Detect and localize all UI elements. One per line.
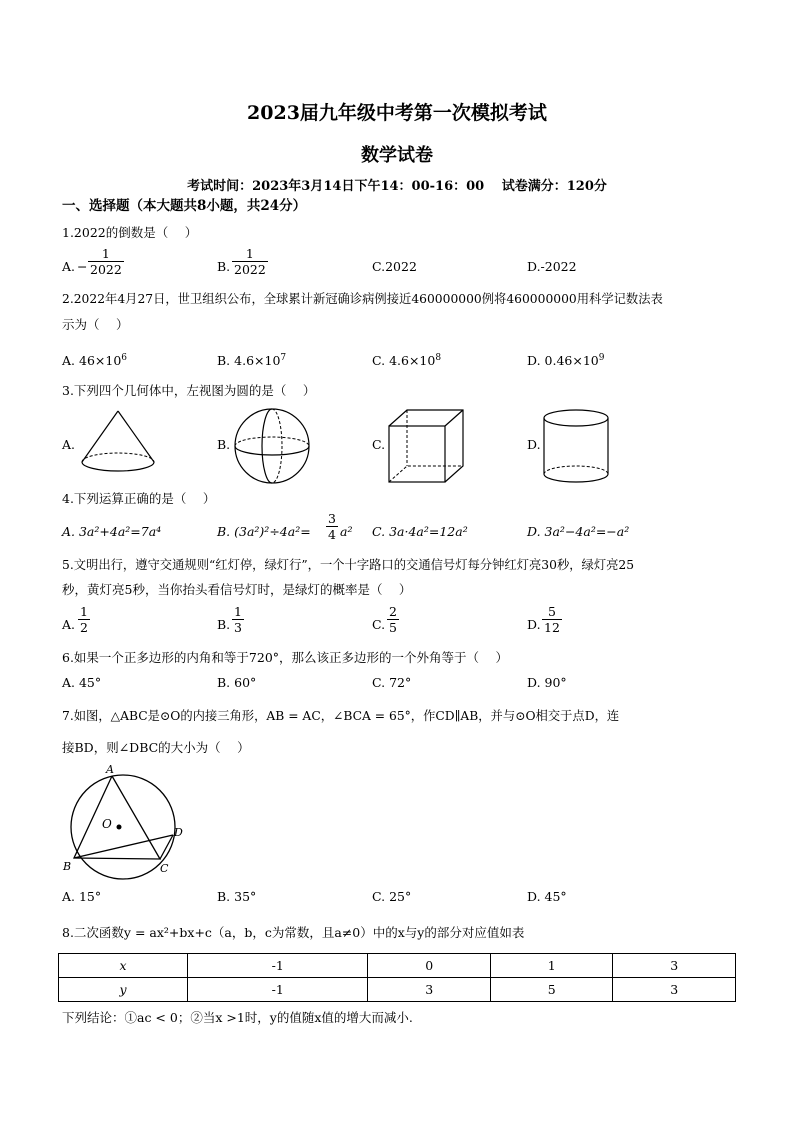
q1-option-d: D.-2022 — [527, 259, 577, 274]
q2-a-value: 46×10 — [79, 353, 122, 369]
q5-option-b-label: B. — [217, 617, 231, 632]
table-row — [59, 978, 736, 1002]
q2-option-a — [62, 350, 127, 369]
q4-b-numerator: 3 — [328, 511, 336, 526]
q5-option-d-label: D. — [527, 617, 541, 632]
page-subtitle: 数学试卷 — [361, 145, 433, 166]
table-cell: y — [59, 978, 188, 1002]
q2-stem-line2: 示为（ ） — [62, 317, 129, 332]
q6-option-b: B. 60° — [217, 675, 257, 690]
q8-stem: 8.二次函数y = ax²+bx+c（a，b，c为常数，且a≠0）中的x与y的部分对应值如表 — [62, 925, 525, 940]
q2-b-exponent: 7 — [280, 353, 287, 363]
q1-option-a-fraction — [88, 246, 124, 277]
q1-b-denominator: 2022 — [234, 262, 266, 277]
q2-option-b — [217, 350, 286, 369]
q2-c-value: 4.6×10 — [389, 353, 436, 369]
page-title: 2023届九年级中考第一次模拟考试 — [247, 102, 547, 124]
q5-option-a-fraction — [78, 604, 90, 635]
q2-b-label: B. — [217, 353, 231, 369]
q5-c-numerator: 2 — [389, 604, 397, 619]
q1-option-c: C.2022 — [372, 259, 417, 274]
q5-a-numerator: 1 — [80, 604, 88, 619]
table-cell: 1 — [490, 954, 613, 978]
q2-option-d — [527, 350, 605, 369]
cube-figure — [386, 408, 466, 484]
table-cell: 3 — [368, 978, 491, 1002]
q1-option-a-label: A. — [62, 259, 76, 274]
q1-option-a-sign: − — [77, 259, 88, 274]
q4-option-c: C. 3a·4a²=12a² — [372, 524, 468, 539]
q8-conclusion: 下列结论：①ac < 0；②当x >1时，y的值随x值的增大而减小. — [62, 1010, 413, 1025]
table-cell: 5 — [490, 978, 613, 1002]
q2-d-exponent: 9 — [598, 353, 605, 363]
table-cell: -1 — [188, 954, 368, 978]
table-cell: -1 — [188, 978, 368, 1002]
q6-option-a: A. 45° — [62, 675, 102, 690]
section-heading: 一、选择题（本大题共8小题，共24分） — [62, 198, 307, 214]
q3-option-c: C. — [372, 437, 386, 452]
q2-c-label: C. — [372, 353, 386, 369]
q5-c-denominator: 5 — [389, 620, 397, 635]
q5-stem-line1: 5.文明出行，遵守交通规则“红灯停，绿灯行”，一个十字路口的交通信号灯每分钟红灯亮30秒，绿灯亮25 — [62, 558, 635, 572]
circle-triangle-figure — [60, 762, 190, 882]
q5-stem-line2: 秒，黄灯亮5秒，当你抬头看信号灯时，是绿灯的概率是（ ） — [62, 582, 412, 597]
q4-option-b-suffix: a² — [340, 524, 353, 539]
q2-stem-line1: 2.2022年4月27日，世卫组织公布，全球累计新冠确诊病例接近460000000例将460000000用科学记数法表 — [62, 292, 663, 306]
q4-option-a: A. 3a²+4a²=7a⁴ — [62, 524, 162, 539]
q3-option-b: B. — [217, 437, 231, 452]
table-cell: 0 — [368, 954, 491, 978]
table-row — [59, 954, 736, 978]
q8-value-table — [58, 953, 736, 1002]
q5-a-denominator: 2 — [80, 620, 88, 635]
q5-b-numerator: 1 — [234, 604, 242, 619]
q3-option-d: D. — [527, 437, 541, 452]
q5-option-d-fraction — [542, 604, 562, 635]
q5-option-b-fraction — [232, 604, 244, 635]
q2-b-value: 4.6×10 — [234, 353, 281, 369]
q2-a-exponent: 6 — [121, 353, 128, 363]
q7-option-d: D. 45° — [527, 889, 567, 904]
q1-option-b-fraction — [232, 246, 268, 277]
q7-stem-line1: 7.如图，△ABC是⊙O的内接三角形，AB = AC，∠BCA = 65°，作CD∥AB，并与⊙O相交于点D，连 — [62, 709, 620, 723]
q2-d-label: D. — [527, 353, 541, 369]
q6-option-d: D. 90° — [527, 675, 567, 690]
q3-option-a: A. — [62, 437, 76, 452]
label-D: D — [174, 826, 183, 839]
q1-stem: 1.2022的倒数是（ ） — [62, 225, 198, 240]
sphere-figure — [232, 408, 312, 484]
q6-option-c: C. 72° — [372, 675, 412, 690]
q5-d-denominator: 12 — [544, 620, 560, 635]
q6-stem: 6.如果一个正多边形的内角和等于720°，那么该正多边形的一个外角等于（ ） — [62, 650, 509, 665]
q2-d-value: 0.46×10 — [544, 353, 599, 369]
cylinder-figure — [542, 408, 612, 486]
table-cell: 3 — [613, 954, 736, 978]
q5-d-numerator: 5 — [547, 604, 556, 619]
q7-stem-line2: 接BD，则∠DBC的大小为（ ） — [62, 740, 250, 755]
q5-b-denominator: 3 — [234, 620, 242, 635]
q1-option-b-label: B. — [217, 259, 231, 274]
label-B: B — [63, 860, 72, 873]
q2-option-c — [372, 350, 441, 369]
q4-b-denominator: 4 — [328, 527, 336, 542]
q7-option-a: A. 15° — [62, 889, 102, 904]
exam-info: 考试时间：2023年3月14日下午14：00-16：00 试卷满分：120分 — [187, 179, 607, 194]
q1-b-numerator: 1 — [245, 246, 254, 261]
q4-option-b-prefix: B. (3a²)²÷4a²= — [217, 524, 311, 539]
q3-stem: 3.下列四个几何体中，左视图为圆的是（ ） — [62, 383, 316, 398]
q7-option-c: C. 25° — [372, 889, 412, 904]
table-cell: 3 — [613, 978, 736, 1002]
label-A: A — [106, 763, 114, 776]
q1-a-numerator: 1 — [101, 246, 110, 261]
table-cell: x — [59, 954, 188, 978]
label-O: O — [102, 817, 112, 831]
q5-option-c-fraction — [387, 604, 399, 635]
cone-figure — [78, 408, 158, 474]
q5-option-c-label: C. — [372, 617, 386, 632]
q4-option-b-fraction — [326, 511, 338, 542]
q4-stem: 4.下列运算正确的是（ ） — [62, 491, 216, 506]
q7-option-b: B. 35° — [217, 889, 257, 904]
q2-a-label: A. — [62, 353, 76, 369]
q2-c-exponent: 8 — [435, 353, 442, 363]
q5-option-a-label: A. — [62, 617, 76, 632]
label-C: C — [160, 862, 169, 875]
q1-a-denominator: 2022 — [90, 262, 122, 277]
q4-option-d: D. 3a²−4a²=−a² — [527, 524, 630, 539]
